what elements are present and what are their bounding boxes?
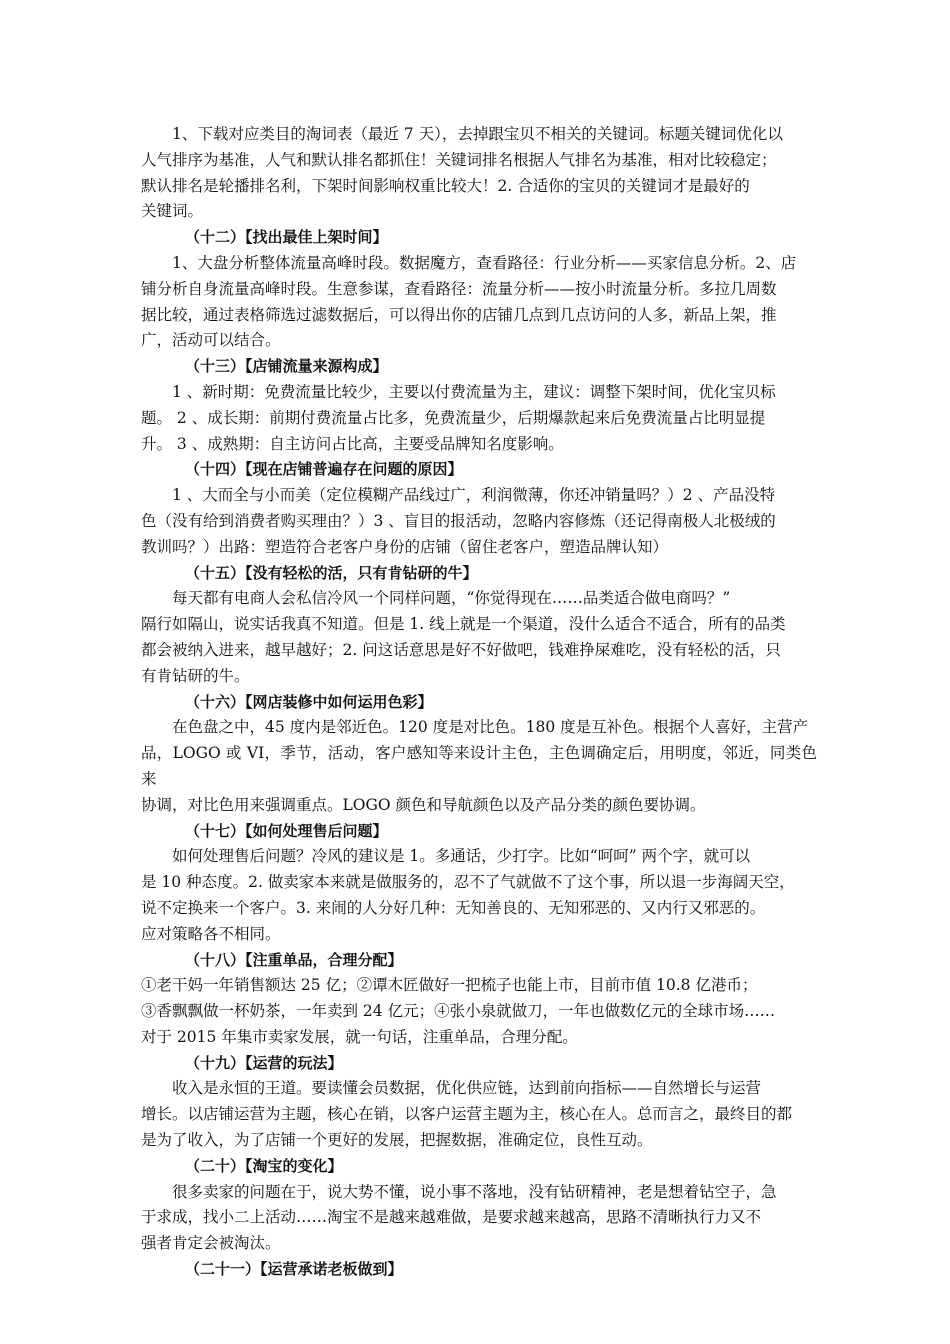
paragraph-19 bbox=[141, 1076, 817, 1153]
section-heading-19: （十九）【运营的玩法】 bbox=[185, 1053, 343, 1072]
paragraph-20 bbox=[141, 1180, 817, 1257]
paragraph-15 bbox=[141, 586, 817, 689]
section-heading-21: （二十一）【运营承诺老板做到】 bbox=[185, 1260, 403, 1279]
text-line: 关键词。 bbox=[141, 202, 204, 221]
section-heading-17: （十七）【如何处理售后问题】 bbox=[185, 821, 388, 840]
paragraph-18 bbox=[141, 973, 817, 1050]
text-line: 应对策略各不相同。 bbox=[141, 924, 281, 943]
paragraph-keywords bbox=[141, 122, 817, 225]
section-heading-15: （十五）【没有轻松的活，只有肯钻研的牛】 bbox=[185, 563, 478, 582]
text-line: 增长。以店铺运营为主题，核心在销，以客户运营主题为主，核心在人。总而言之，最终目的都 bbox=[141, 1105, 793, 1124]
section-heading-16: （十六）【网店装修中如何运用色彩】 bbox=[185, 692, 433, 711]
text-line: 教训吗？）出路：塑造符合老客户身份的店铺（留住老客户，塑造品牌认知） bbox=[141, 537, 669, 556]
paragraph-16 bbox=[141, 715, 817, 818]
text-line: 都会被纳入进来，越早越好；2. 问这话意思是好不好做吧，钱难挣屎难吃，没有轻松的活，只 bbox=[141, 640, 781, 659]
text-line: 很多卖家的问题在于，说大势不懂，说小事不落地，没有钻研精神，老是想着钻空子，急 bbox=[172, 1182, 777, 1201]
text-line: 默认排名是轮播排名利，下架时间影响权重比较大！2. 合适你的宝贝的关键词才是最好的 bbox=[141, 176, 750, 195]
paragraph-12 bbox=[141, 251, 817, 354]
text-line: 升。 3 、成熟期：自主访问占比高，主要受品牌知名度影响。 bbox=[141, 434, 564, 453]
document-body bbox=[141, 122, 817, 1283]
text-line: 在色盘之中，45 度内是邻近色。120 度是对比色。180 度是互补色。根据个人喜好，主营产 bbox=[172, 718, 809, 737]
text-line: 强者肯定会被淘汰。 bbox=[141, 1234, 281, 1253]
section-heading-12: （十二）【找出最佳上架时间】 bbox=[185, 228, 388, 247]
text-line: 协调，对比色用来强调重点。LOGO 颜色和导航颜色以及产品分类的颜色要协调。 bbox=[141, 795, 706, 814]
text-line: 题。 2 、成长期：前期付费流量占比多，免费流量少，后期爆款起来后免费流量占比明显提 bbox=[141, 408, 766, 427]
text-line: 色（没有给到消费者购买理由？）3 、盲目的报活动，忽略内容修炼（还记得南极人北极绒的 bbox=[141, 511, 776, 530]
text-line: 1、下载对应类目的淘词表（最近 7 天），去掉跟宝贝不相关的关键词。标题关键词优化以 bbox=[172, 125, 783, 143]
text-line: 品，LOGO 或 VI，季节，活动，客户感知等来设计主色，主色调确定后，用明度，邻近，同类色来 bbox=[141, 744, 817, 788]
text-line: ③香飘飘做一杯奶茶，一年卖到 24 亿元；④张小泉就做刀，一年也做数亿元的全球市场…… bbox=[141, 1002, 776, 1021]
paragraph-13 bbox=[141, 380, 817, 457]
section-heading-20: （二十）【淘宝的变化】 bbox=[185, 1156, 343, 1175]
text-line: 1 、新时期：免费流量比较少，主要以付费流量为主，建议：调整下架时间，优化宝贝标 bbox=[172, 382, 776, 401]
text-line: 是 10 种态度。2. 做卖家本来就是做服务的，忍不了气就做不了这个事，所以退一步海阔天空， bbox=[141, 873, 795, 892]
section-heading-13: （十三）【店铺流量来源构成】 bbox=[185, 357, 388, 376]
text-line: 广，活动可以结合。 bbox=[141, 331, 281, 350]
section-heading-14: （十四）【现在店铺普遍存在问题的原因】 bbox=[185, 460, 463, 479]
text-line: 隔行如隔山，说实话我真不知道。但是 1. 线上就是一个渠道，没什么适合不适合，所有的品类 bbox=[141, 615, 786, 634]
text-line: ①老干妈一年销售额达 25 亿；②谭木匠做好一把梳子也能上市，目前市值 10.8 亿港币； bbox=[141, 976, 758, 995]
section-heading-18: （十八）【注重单品，合理分配】 bbox=[185, 950, 403, 969]
text-line: 于求成，找小二上活动……淘宝不是越来越难做，是要求越来越高，思路不清晰执行力又不 bbox=[141, 1208, 762, 1227]
text-line: 铺分析自身流量高峰时段。生意参谋，查看路径：流量分析——按小时流量分析。多拉几周数 bbox=[141, 279, 777, 298]
text-line: 是为了收入，为了店铺一个更好的发展，把握数据，准确定位，良性互动。 bbox=[141, 1131, 653, 1150]
paragraph-17 bbox=[141, 844, 817, 947]
text-line: 据比较，通过表格筛选过滤数据后，可以得出你的店铺几点到几点访问的人多，新品上架，推 bbox=[141, 305, 777, 324]
text-line: 1、大盘分析整体流量高峰时段。数据魔方，查看路径：行业分析——买家信息分析。2、店 bbox=[172, 253, 797, 272]
text-line: 有肯钻研的牛。 bbox=[141, 666, 250, 685]
text-line: 收入是永恒的王道。要读懂会员数据，优化供应链，达到前向指标——自然增长与运营 bbox=[172, 1079, 762, 1098]
text-line: 对于 2015 年集市卖家发展，就一句话，注重单品，合理分配。 bbox=[141, 1027, 578, 1046]
text-line: 如何处理售后问题？冷风的建议是 1。多通话，少打字。比如“呵呵” 两个字，就可以 bbox=[172, 847, 751, 866]
text-line: 说不定换来一个客户。3. 来闹的人分好几种：无知善良的、无知邪恶的、又内行又邪恶的。 bbox=[141, 898, 766, 917]
text-line: 1 、大而全与小而美（定位模糊产品线过广，利润微薄，你还冲销量吗？）2 、产品没特 bbox=[172, 486, 776, 505]
text-line: 人气排序为基准，人气和默认排名都抓住！关键词排名根据人气排名为基准，相对比较稳定； bbox=[141, 150, 777, 169]
paragraph-14 bbox=[141, 483, 817, 560]
text-line: 每天都有电商人会私信冷风一个同样问题，“你觉得现在……品类适合做电商吗？” bbox=[172, 589, 731, 608]
